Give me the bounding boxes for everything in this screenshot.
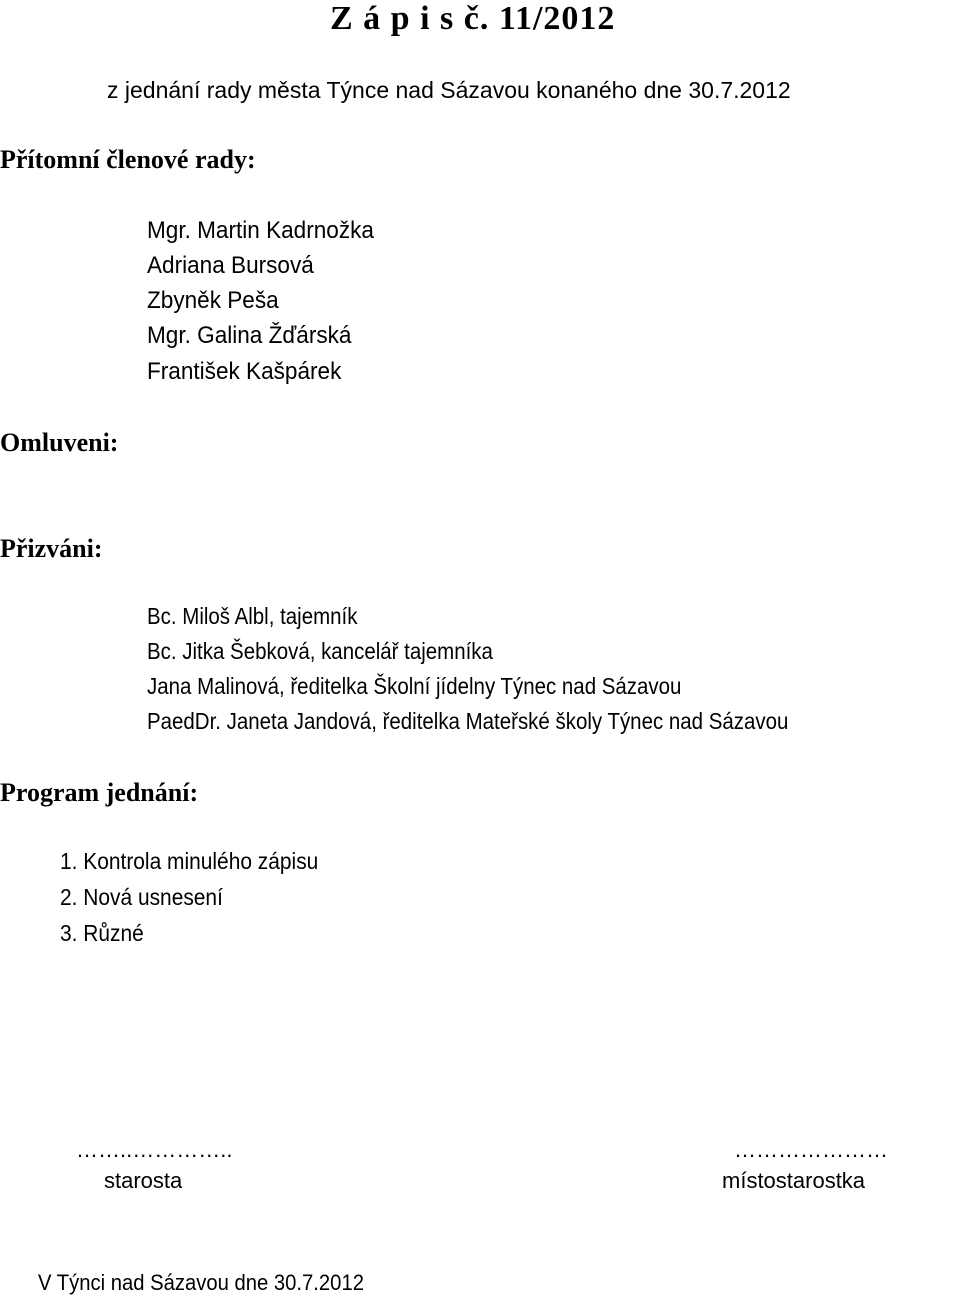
- mayor-signature-line: ……..…………..: [76, 1137, 233, 1162]
- invited-heading: Přizváni:: [0, 534, 103, 563]
- excused-heading: Omluveni:: [0, 428, 119, 457]
- member-item: Mgr. Galina Žďárská: [147, 322, 352, 349]
- agenda-item: 2. Nová usnesení: [60, 884, 223, 910]
- guest-item: Jana Malinová, ředitelka Školní jídelny Týnec nad Sázavou: [147, 673, 682, 699]
- document-title: Z á p i s č. 11/2012: [330, 0, 616, 37]
- present-members-heading: Přítomní členové rady:: [0, 145, 256, 174]
- agenda-item: 1. Kontrola minulého zápisu: [60, 848, 319, 874]
- mayor-role-label: starosta: [104, 1168, 183, 1193]
- deputy-mayor-role-label: místostarostka: [722, 1168, 866, 1193]
- guest-item: Bc. Jitka Šebková, kancelář tajemníka: [147, 638, 493, 664]
- guest-item: Bc. Miloš Albl, tajemník: [147, 603, 358, 629]
- guest-item: PaedDr. Janeta Jandová, ředitelka Mateřské školy Týnec nad Sázavou: [147, 708, 789, 734]
- deputy-mayor-signature-line: …………………: [734, 1137, 888, 1162]
- member-item: František Kašpárek: [147, 358, 342, 385]
- member-item: Zbyněk Peša: [147, 287, 279, 314]
- agenda-item: 3. Různé: [60, 920, 144, 946]
- document-subtitle: z jednání rady města Týnce nad Sázavou konaného dne 30.7.2012: [107, 77, 791, 103]
- place-date-footer: V Týnci nad Sázavou dne 30.7.2012: [38, 1270, 364, 1295]
- member-item: Adriana Bursová: [147, 252, 314, 279]
- program-heading: Program jednání:: [0, 778, 199, 807]
- member-item: Mgr. Martin Kadrnožka: [147, 217, 374, 244]
